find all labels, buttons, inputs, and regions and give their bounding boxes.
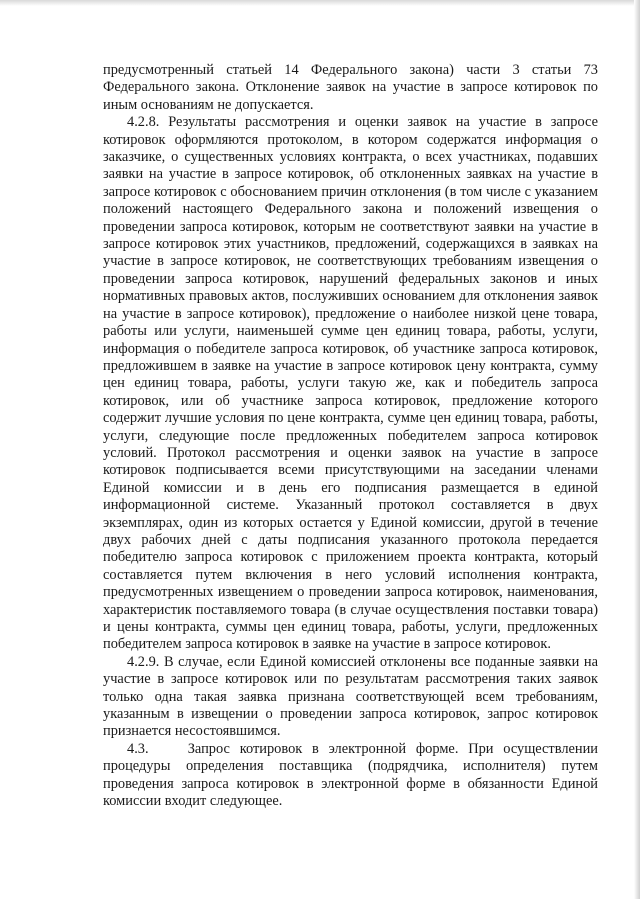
document-body <box>103 62 602 810</box>
paragraph-4-2-8: 4.2.8. Результаты рассмотрения и оценки заявок на участие в запросе котировок оформляются протоколом, в котором содержатся информация о заказчике, о существенных условиях контракта, о всех участниках, подавших заявки на участие в запросе котировок, об отклоненных заявках на участие в запросе котировок с обоснованием причин отклонения (в том числе с указанием положений настоящего Федерального закона и положений извещения о проведении запроса котировок, которым не соответствуют заявки на участие в запросе котировок этих участников, предложений, содержащихся в заявках на участие в запросе котировок, не соответствующих требованиям извещения о проведении запроса котировок, нарушений федеральных законов и иных нормативных правовых актов, послуживших основанием для отклонения заявок на участие в запросе котировок), предложение о наиболее низкой цене товара, работы или услуги, наименьшей сумме цен единиц товара, работы, услуги, информация о победителе запроса котировок, об участнике запроса котировок, предложившем в заявке на участие в запросе котировок цену контракта, сумму цен единиц товара, работы, услуги такую же, как и победитель запроса котировок, или об участнике запроса котировок, предложение которого содержит лучшие условия по цене контракта, сумме цен единиц товара, работы, услуги, следующие после предложенных победителем запроса котировок условий. Протокол рассмотрения и оценки заявок на участие в запросе котировок подписывается всеми присутствующими на заседании членами Единой комиссии и в день его подписания размещается в единой информационной системе. Указанный протокол составляется в двух экземплярах, один из которых остается у Единой комиссии, другой в течение двух рабочих дней с даты подписания указанного протокола передается победителю запроса котировок с приложением проекта контракта, который составляется путем включения в него условий исполнения контракта, предусмотренных извещением о проведении запроса котировок, наименования, характеристик поставляемого товара (в случае осуществления поставки товара) и цены контракта, суммы цен единиц товара, работы, услуги, предложенных победителем запроса котировок в заявке на участие в запросе котировок. <box>103 114 598 653</box>
paragraph-4-2-9: 4.2.9. В случае, если Единой комиссией отклонены все поданные заявки на участие в запросе котировок или по результатам рассмотрения таких заявок только одна такая заявка признана соответствующей всем требованиям, указанным в извещении о проведении запроса котировок, запрос котировок признается несостоявшимся. <box>103 653 598 740</box>
paragraph-4-3: 4.3. Запрос котировок в электронной форме. При осуществлении процедуры определения поставщика (подрядчика, исполнителя) путем проведения запроса котировок в электронной форме в обязанности Единой комиссии входит следующее. <box>103 740 602 810</box>
scan-edge-right <box>634 0 640 899</box>
scan-edge-top <box>0 0 640 6</box>
paragraph-continuation: предусмотренный статьей 14 Федерального закона) части 3 статьи 73 Федерального закона. Отклонение заявок на участие в запросе котировок по иным основаниям не допускается. <box>103 62 598 113</box>
